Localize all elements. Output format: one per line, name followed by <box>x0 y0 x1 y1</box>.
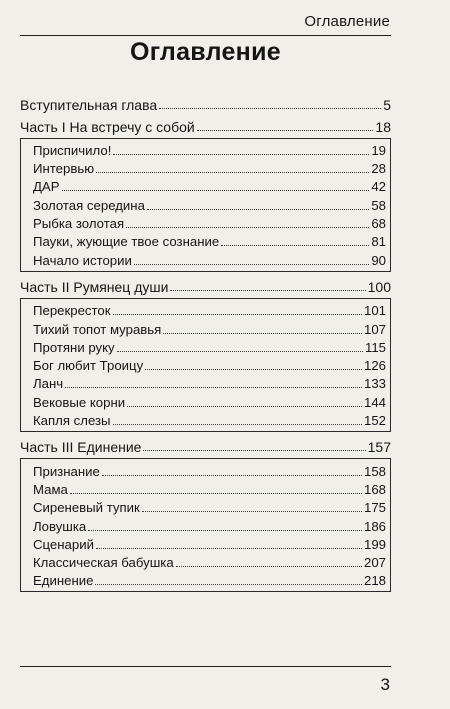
toc-part-label: Часть II Румянец души <box>20 278 169 295</box>
toc-chapter-label: Перекресток <box>33 303 111 319</box>
toc-page-number: 175 <box>363 500 386 516</box>
toc-page-number: 199 <box>363 536 386 552</box>
toc-page-number: 101 <box>363 303 386 319</box>
toc-chapter[interactable] <box>21 356 386 374</box>
toc-page-number: 18 <box>375 118 391 135</box>
toc-chapter[interactable] <box>21 480 386 498</box>
dot-leader <box>113 314 362 315</box>
toc-page-number: 218 <box>363 573 386 589</box>
dot-leader <box>176 566 362 567</box>
footer-rule <box>20 666 391 667</box>
toc-chapter-label: Интервью <box>33 161 95 177</box>
dot-leader <box>102 475 362 476</box>
toc-chapter[interactable] <box>21 374 386 392</box>
dot-leader <box>142 511 362 512</box>
toc-page-number: 157 <box>367 439 391 456</box>
toc-chapter[interactable] <box>21 177 386 195</box>
toc-part-label: Часть I На встречу с собой <box>20 118 195 135</box>
toc-page-number: 144 <box>363 394 386 410</box>
running-header: Оглавление <box>304 13 390 30</box>
toc-page-number: 90 <box>371 252 386 268</box>
header-rule <box>20 35 391 36</box>
dot-leader <box>96 548 362 549</box>
toc-page-number: 42 <box>371 179 386 195</box>
toc-chapter[interactable] <box>21 461 386 479</box>
toc-chapter-label: Мама <box>33 481 68 497</box>
toc-chapter-label: Протяни руку <box>33 339 115 355</box>
dot-leader <box>62 190 370 191</box>
toc-page-number: 186 <box>363 518 386 534</box>
toc-chapter[interactable] <box>21 232 386 250</box>
dot-leader <box>113 424 362 425</box>
toc-chapter[interactable] <box>21 553 386 571</box>
toc-chapter-label: Ловушка <box>33 518 87 534</box>
toc-chapter[interactable] <box>21 159 386 177</box>
toc-page-number: 68 <box>371 216 386 232</box>
dot-leader <box>126 227 369 228</box>
toc-chapter[interactable] <box>21 411 386 429</box>
toc-chapter-label: Сиреневый тупик <box>33 500 140 516</box>
dot-leader <box>145 369 362 370</box>
toc-chapter[interactable] <box>21 195 386 213</box>
dot-leader <box>70 493 362 494</box>
toc-part-1-chapters <box>20 138 391 272</box>
toc-page-number: 126 <box>363 358 386 374</box>
dot-leader <box>88 530 362 531</box>
toc-page-number: 133 <box>363 376 386 392</box>
toc-chapter-label: Капля слезы <box>33 413 111 429</box>
page-title: Оглавление <box>130 38 281 66</box>
toc-part-label: Часть III Единение <box>20 439 142 456</box>
toc-part-3[interactable] <box>20 437 391 455</box>
toc-chapter[interactable] <box>21 319 386 337</box>
toc-chapter-label: Ланч <box>33 376 64 392</box>
toc-chapter[interactable] <box>21 301 386 319</box>
toc-chapter-label: Единение <box>33 573 94 589</box>
toc-chapter[interactable] <box>21 214 386 232</box>
table-of-contents <box>20 95 391 597</box>
toc-chapter-label: ДАР <box>33 179 60 195</box>
toc-page-number: 19 <box>371 142 386 158</box>
toc-chapter[interactable] <box>21 141 386 159</box>
toc-chapter-label: Бог любит Троицу <box>33 358 144 374</box>
dot-leader <box>127 406 362 407</box>
toc-chapter-label: Вековые корни <box>33 394 126 410</box>
dot-leader <box>197 130 374 131</box>
toc-page-number: 100 <box>367 278 391 295</box>
toc-chapter[interactable] <box>21 392 386 410</box>
toc-chapter[interactable] <box>21 571 386 589</box>
dot-leader <box>96 172 369 173</box>
toc-chapter-label: Приспичило! <box>33 142 112 158</box>
dot-leader <box>170 290 365 291</box>
toc-chapter-label: Золотая середина <box>33 197 145 213</box>
page-number: 3 <box>380 675 390 694</box>
toc-chapter-label: Начало истории <box>33 252 132 268</box>
toc-chapter[interactable] <box>21 498 386 516</box>
toc-page-number: 81 <box>371 234 386 250</box>
dot-leader <box>134 264 369 265</box>
toc-page-number: 168 <box>363 481 386 497</box>
dot-leader <box>95 584 362 585</box>
toc-part-2-chapters <box>20 298 391 432</box>
toc-chapter[interactable] <box>21 535 386 553</box>
toc-entry-label: Вступительная глава <box>20 97 158 114</box>
toc-page-number: 5 <box>383 97 391 114</box>
toc-chapter-label: Рыбка золотая <box>33 216 125 232</box>
toc-chapter-label: Тихий топот муравья <box>33 321 162 337</box>
dot-leader <box>159 108 381 109</box>
dot-leader <box>143 450 365 451</box>
toc-page-number: 158 <box>363 463 386 479</box>
toc-chapter-label: Пауки, жующие твое сознание <box>33 234 220 250</box>
toc-chapter[interactable] <box>21 516 386 534</box>
dot-leader <box>65 387 362 388</box>
toc-entry-intro[interactable] <box>20 95 391 113</box>
toc-chapter-label: Классическая бабушка <box>33 555 174 571</box>
toc-page-number: 58 <box>371 197 386 213</box>
toc-part-3-chapters <box>20 458 391 592</box>
toc-page-number: 207 <box>363 555 386 571</box>
dot-leader <box>117 351 363 352</box>
toc-page-number: 28 <box>371 161 386 177</box>
toc-chapter[interactable] <box>21 250 386 268</box>
toc-part-1[interactable] <box>20 116 391 134</box>
dot-leader <box>163 333 362 334</box>
toc-part-2[interactable] <box>20 277 391 295</box>
toc-chapter[interactable] <box>21 338 386 356</box>
toc-chapter-label: Сценарий <box>33 536 94 552</box>
toc-chapter-label: Признание <box>33 463 100 479</box>
dot-leader <box>113 154 369 155</box>
dot-leader <box>221 245 369 246</box>
toc-page-number: 107 <box>363 321 386 337</box>
toc-page-number: 152 <box>363 413 386 429</box>
dot-leader <box>147 209 369 210</box>
toc-page-number: 115 <box>364 339 386 355</box>
